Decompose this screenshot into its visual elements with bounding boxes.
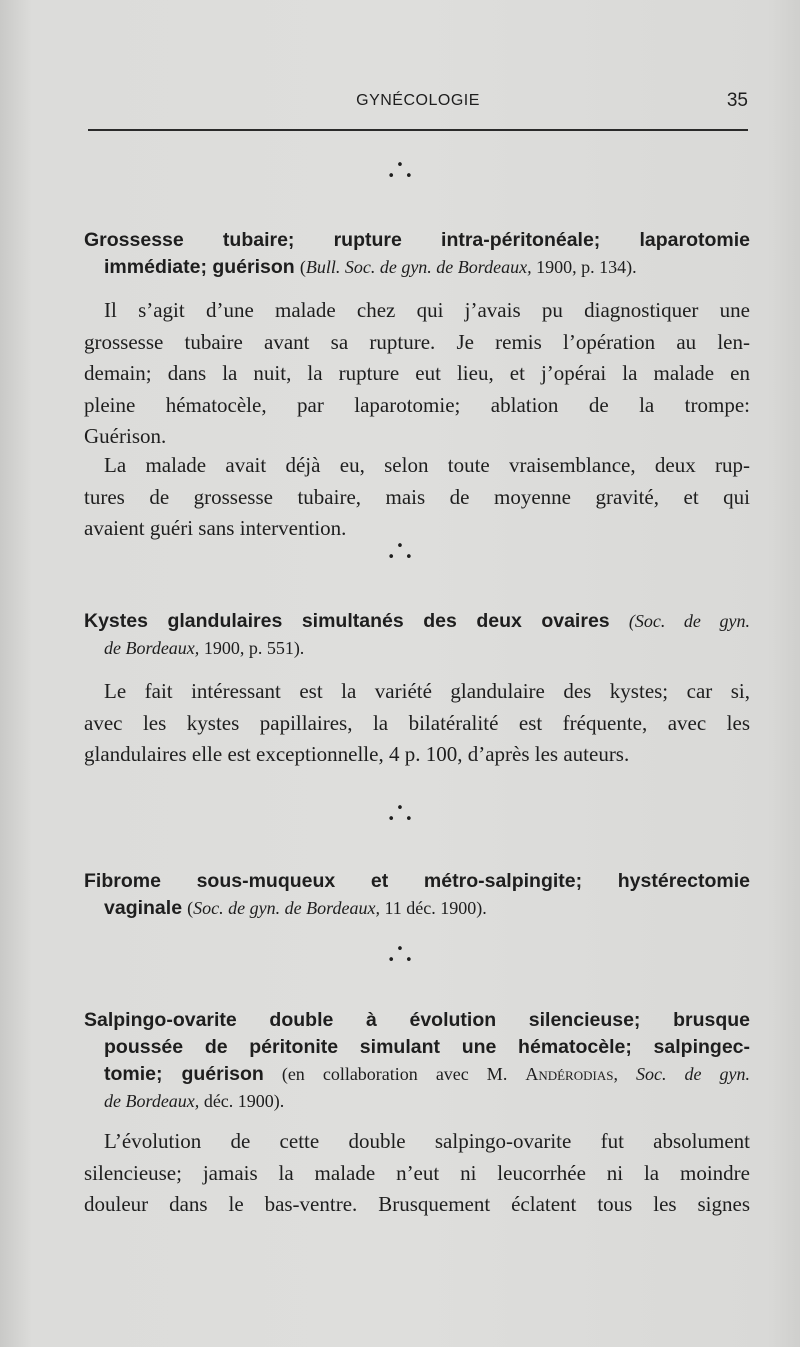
section-3-title-line-2: vaginale (Soc. de gyn. de Bordeaux, 11 déc. 1900). bbox=[104, 897, 487, 919]
section-4-title-line-4: de Bordeaux, déc. 1900). bbox=[104, 1091, 285, 1111]
section-2-title-line-1: Kystes glandulaires simultanés des deux ovaires (Soc. de gyn. bbox=[84, 610, 750, 632]
asterism-separator: • •• bbox=[387, 158, 423, 184]
section-4-title-line-2: poussée de péritonite simulant une hématocèle; salpingec- bbox=[104, 1036, 750, 1058]
section-4 bbox=[84, 1007, 750, 1115]
section-2-title-line-2: de Bordeaux, 1900, p. 551). bbox=[104, 638, 305, 658]
section-4-title-line-1: Salpingo-ovarite double à évolution silencieuse; brusque bbox=[84, 1009, 750, 1031]
page-number: 35 bbox=[726, 90, 748, 111]
section-4-title-line-3: tomie; guérison (en collaboration avec M. Andérodias, Soc. de gyn. bbox=[104, 1063, 751, 1085]
section-3 bbox=[84, 868, 750, 922]
running-title: GYNÉCOLOGIE bbox=[356, 92, 480, 109]
section-3-title-line-1: Fibrome sous-muqueux et métro-salpingite; hystérectomie bbox=[84, 870, 750, 892]
page-header bbox=[88, 90, 748, 120]
section-1-paragraph-2: La malade avait déjà eu, selon toute vraisemblance, deux rup- tures de grossesse tubaire, mais de moyenne gravité, et qui avaient guéri sans intervention. bbox=[84, 453, 750, 540]
section-2 bbox=[84, 608, 750, 662]
asterism-separator: • •• bbox=[387, 942, 423, 968]
section-4-paragraph: L’évolution de cette double salpingo-ovarite fut absolument silencieuse; jamais la malade n’eut ni leucorrhée ni la moindre douleur dans le bas-ventre. Brusquement éclatent tous les signes bbox=[84, 1129, 750, 1216]
section-1-title-line-1: Grossesse tubaire; rupture intra-péritonéale; laparotomie bbox=[84, 229, 750, 251]
header-rule bbox=[88, 129, 748, 131]
asterism-separator: • •• bbox=[387, 539, 423, 565]
section-2-paragraph: Le fait intéressant est la variété glandulaire des kystes; car si, avec les kystes papillaires, la bilatéralité est fréquente, avec les glandulaires elle est exceptionnelle, 4 p. 100, d’après les auteurs. bbox=[84, 679, 750, 766]
asterism-separator: • •• bbox=[387, 801, 423, 827]
section-1-title-line-2: immédiate; guérison (Bull. Soc. de gyn. de Bordeaux, 1900, p. 134). bbox=[104, 256, 637, 278]
section-1-paragraph-1: Il s’agit d’une malade chez qui j’avais pu diagnostiquer une grossesse tubaire avant sa rupture. Je remis l’opération au len- demain; dans la nuit, la rupture eut lieu, et j’opérai la malade en pleine hématocèle, par laparotomie; ablation de la trompe: Guérison. bbox=[84, 298, 750, 448]
section-1 bbox=[84, 227, 750, 281]
